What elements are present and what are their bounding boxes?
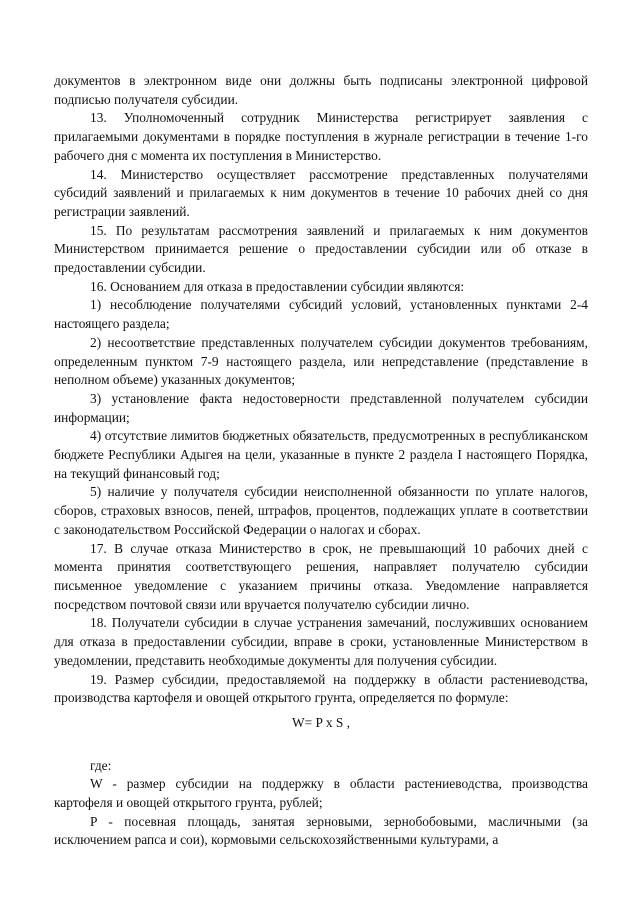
definition-p: P - посевная площадь, занятая зерновыми, зернобобовыми, масличными (за исключением рапса и сои), кормовыми сельскохозяйственными культурами, а [54, 813, 588, 848]
paragraph-17: 17. В случае отказа Министерство в срок, не превышающий 10 рабочих дней с момента принятия соответствующего решения, направляет получателю субсидии письменное уведомление с указанием причины отказа. Уведомление направляется посредством почтовой связи или вручается получателю субсидии лично. [54, 540, 588, 612]
paragraph-16: 16. Основанием для отказа в предоставлении субсидии являются: [90, 278, 465, 294]
paragraph-16-item-5: 5) наличие у получателя субсидии неисполненной обязанности по уплате налогов, сборов, страховых взносов, пеней, штрафов, процентов, подлежащих уплате в соответствии с законодательством Российской Федерации о налогах и сборах. [54, 484, 588, 537]
paragraph-15: 15. По результатам рассмотрения заявлений и прилагаемых к ним документов Министерством принимается решение о предоставлении субсидии или об отказе в предоставлении субсидии. [54, 222, 588, 276]
where-label: где: [90, 757, 112, 773]
paragraph-14: 14. Министерство осуществляет рассмотрение представленных получателями субсидий заявлений и прилагаемых к ним документов в течение 10 рабочих дней со дня регистрации заявлений. [54, 166, 588, 219]
paragraph-16-item-4: 4) отсутствие лимитов бюджетных обязательств, предусмотренных в республиканском бюджете Республики Адыгея на цели, указанные в пункте 2 раздела I настоящего Порядка, на текущий финансовый год; [54, 428, 588, 481]
definition-w: W - размер субсидии на поддержку в области растениеводства, производства картофеля и овощей открытого грунта, рублей; [54, 776, 588, 811]
document-page [54, 72, 588, 850]
paragraph-13: 13. Уполномоченный сотрудник Министерства регистрирует заявления с прилагаемыми документами в порядке поступления в журнале регистрации в течение 1-го рабочего дня с момента их поступления в Министерство. [54, 110, 588, 163]
formula: W= P x S , [291, 714, 351, 730]
paragraph-16-item-3: 3) установление факта недостоверности представленной получателем субсидии информации; [54, 390, 588, 425]
paragraph-continuation: документов в электронном виде они должны быть подписаны электронной цифровой подписью получателя субсидии. [54, 73, 588, 107]
paragraph-19: 19. Размер субсидии, предоставляемой на поддержку в области растениеводства, производства картофеля и овощей открытого грунта, определяется по формуле: [54, 671, 588, 706]
paragraph-16-item-2: 2) несоответствие представленных получателем субсидии документов требованиям, определенным пунктом 7-9 настоящего раздела, или непредставление (представление в неполном объеме) указанных документов; [54, 334, 588, 388]
paragraph-18: 18. Получатели субсидии в случае устранения замечаний, послуживших основанием для отказа в предоставлении субсидии, вправе в сроки, установленные Министерством в уведомлении, представить необходимые документы для получения субсидии. [54, 615, 588, 668]
paragraph-16-item-1: 1) несоблюдение получателями субсидий условий, установленных пунктами 2-4 настоящего раздела; [54, 297, 588, 332]
